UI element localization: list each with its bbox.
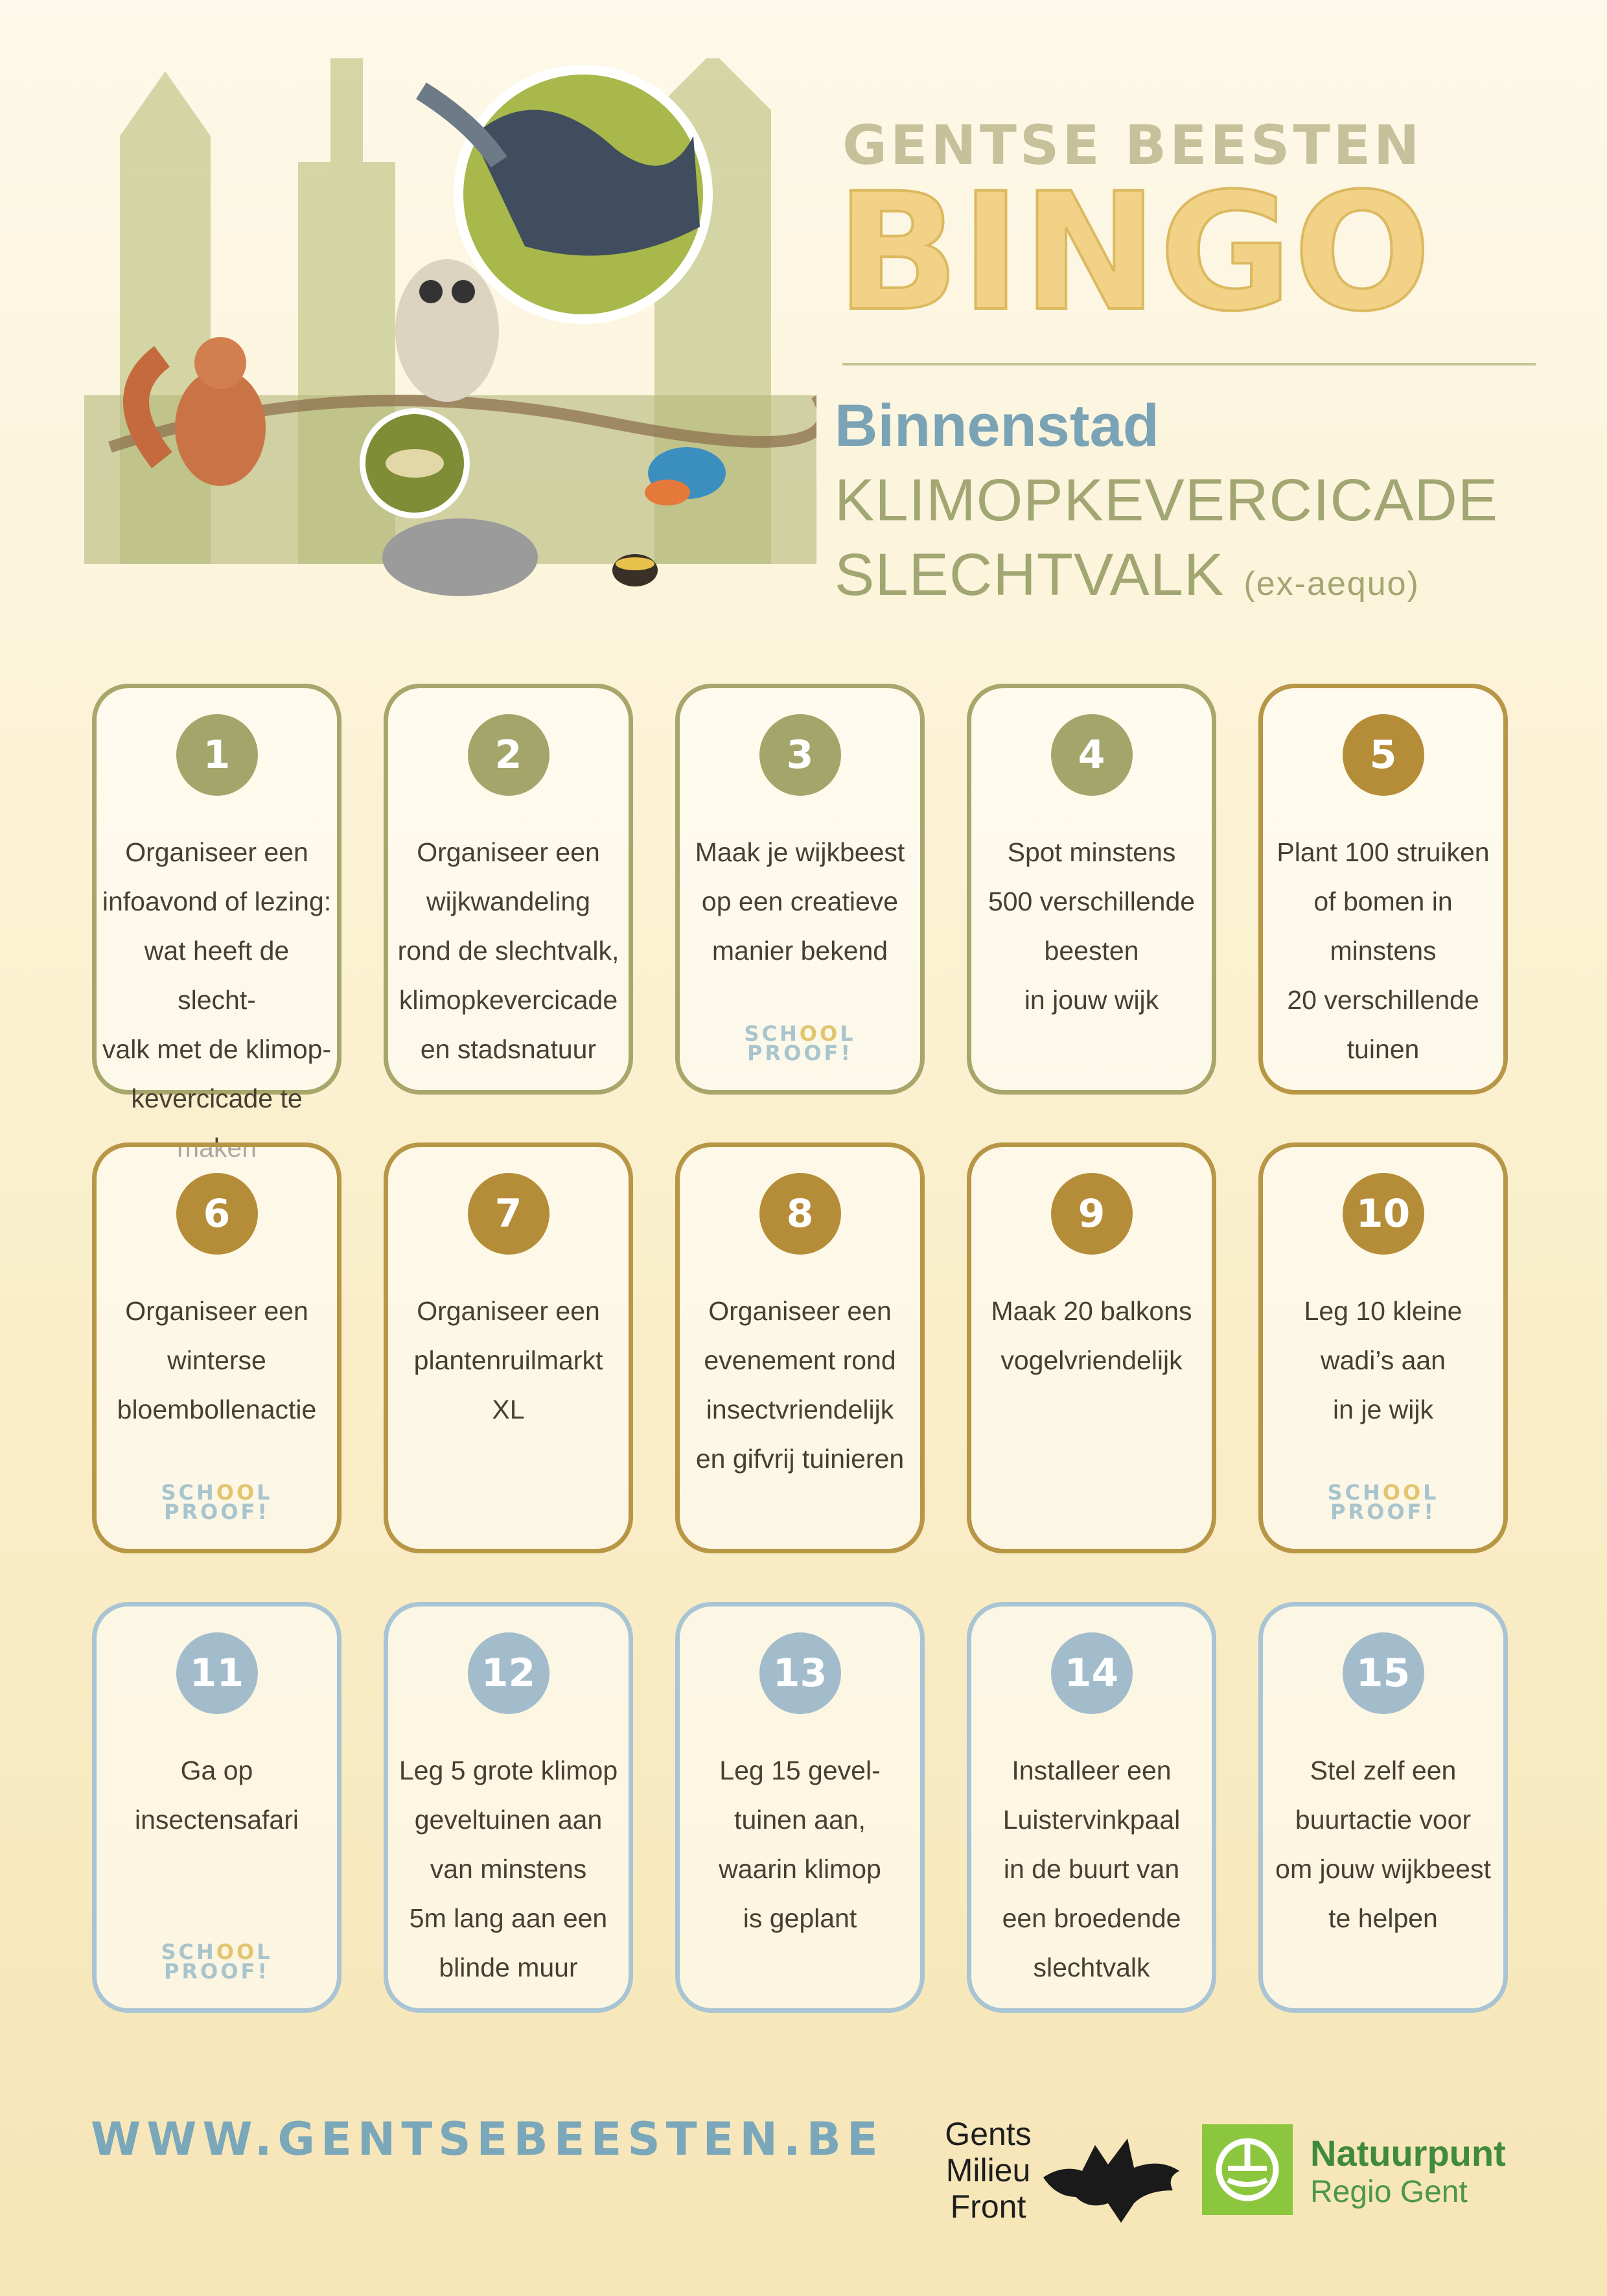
- card-number-badge: 13: [759, 1632, 841, 1714]
- badge-part: L: [1423, 1480, 1439, 1505]
- header-divider: [842, 363, 1536, 365]
- card-number-badge: 14: [1051, 1632, 1133, 1714]
- card-number-badge: 8: [759, 1173, 841, 1255]
- badge-part: SC: [161, 1940, 196, 1964]
- badge-part-highlight: OO: [799, 1021, 840, 1046]
- badge-part: H: [196, 1940, 216, 1964]
- card-text: Organiseer een infoavond of lezing: wat heeft de slecht- valk met de klimop- kevercicade te: [102, 837, 332, 1113]
- winner-note: (ex-aequo): [1243, 565, 1420, 603]
- school-proof-badge: [97, 1940, 337, 1984]
- cicada-circle: [360, 408, 470, 518]
- card-text: Organiseer een plantenruilmarkt XL: [413, 1296, 603, 1424]
- bingo-card-8: [675, 1142, 925, 1553]
- bingo-card-12: [384, 1602, 633, 2013]
- card-number-badge: 2: [468, 714, 549, 796]
- bingo-card-1: [92, 684, 341, 1113]
- card-number-badge: 1: [176, 714, 258, 796]
- brand-title-top: GENTSE BEESTEN: [842, 113, 1423, 177]
- card-text: Ga op insectensafari: [135, 1756, 299, 1835]
- school-proof-line-2: PROOF!: [164, 1959, 270, 1984]
- card-text: Plant 100 struiken of bomen in minstens 20 verschillende tuinen: [1277, 837, 1490, 1064]
- badge-part-highlight: OO: [1382, 1480, 1424, 1505]
- owl-illustration: [395, 259, 499, 402]
- bee-illustration: [612, 554, 658, 586]
- card-number-badge: 3: [759, 714, 841, 796]
- animals-illustration: [84, 58, 816, 629]
- brand-title-bingo: BINGO: [836, 158, 1433, 347]
- card-text: Spot minstens 500 verschillende beesten in jouw wijk: [988, 837, 1196, 1015]
- card-number-badge: 6: [176, 1173, 258, 1255]
- card-text: Leg 15 gevel- tuinen aan, waarin klimop is geplant: [719, 1756, 881, 1933]
- badge-part: H: [196, 1480, 216, 1505]
- school-proof-line-2: PROOF!: [164, 1500, 270, 1524]
- bingo-card-15: [1258, 1602, 1508, 2013]
- card-text: Stel zelf een buurtactie voor om jouw wijkbeest te helpen: [1275, 1756, 1491, 1933]
- bingo-card-5: [1258, 684, 1508, 1095]
- bingo-card-3: [675, 684, 925, 1095]
- school-proof-line-2: PROOF!: [747, 1041, 853, 1065]
- card-number-badge: 10: [1343, 1173, 1424, 1255]
- card-number-badge: 7: [468, 1173, 549, 1255]
- bingo-card-13: [675, 1602, 925, 2013]
- card-number-badge: 11: [176, 1632, 258, 1714]
- school-proof-line-2: PROOF!: [1330, 1500, 1436, 1524]
- card-text: Organiseer een evenement rond insectvriendelijk en gifvrij tuinieren: [695, 1296, 905, 1474]
- badge-part-highlight: OO: [216, 1480, 257, 1505]
- bingo-card-11: [92, 1602, 341, 2013]
- card-number-badge: 4: [1051, 714, 1133, 796]
- bingo-card-10: [1258, 1142, 1508, 1553]
- badge-part-highlight: OO: [216, 1940, 257, 1964]
- badge-part: L: [257, 1480, 273, 1505]
- bingo-card-4: [967, 684, 1216, 1095]
- badge-part: H: [779, 1021, 800, 1046]
- card-number-badge: 12: [468, 1632, 549, 1714]
- card-text: Leg 10 kleine wadi’s aan in je wijk: [1304, 1296, 1462, 1424]
- winner-animal-2: [835, 541, 1420, 609]
- winner-animal-1: KLIMOPKEVERCICADE: [835, 467, 1499, 533]
- card-number-badge: 5: [1343, 714, 1424, 796]
- badge-part: SC: [744, 1021, 780, 1046]
- bingo-card-9: [967, 1142, 1216, 1553]
- badge-part: H: [1362, 1480, 1383, 1505]
- card-text: Maak je wijkbeest op een creatieve manier bekend: [695, 837, 905, 966]
- website-link[interactable]: WWW.GENTSEBEESTEN.BE: [91, 2113, 884, 2166]
- school-proof-badge: [1263, 1480, 1503, 1524]
- card-text: Organiseer een winterse bloembollenactie: [117, 1296, 317, 1424]
- gents-milieu-front-text: Gents Milieu Front: [945, 2116, 1032, 2225]
- bingo-card-14: [967, 1602, 1216, 2013]
- school-proof-badge: [97, 1480, 337, 1524]
- card-number-badge: 9: [1051, 1173, 1133, 1255]
- badge-part: L: [257, 1940, 273, 1964]
- natuurpunt-logo-icon: [1202, 2124, 1293, 2215]
- bingo-card-6: [92, 1142, 341, 1553]
- district-name: Binnenstad: [835, 393, 1159, 459]
- badge-part: SC: [1327, 1480, 1363, 1505]
- hedgehog-illustration: [382, 518, 538, 596]
- badge-part: SC: [161, 1480, 196, 1505]
- card-text: Maak 20 balkons vogelvriendelijk: [991, 1296, 1192, 1375]
- natuurpunt-region: Regio Gent: [1310, 2175, 1468, 2209]
- natuurpunt-name: Natuurpunt: [1310, 2133, 1506, 2174]
- bingo-card-2: [384, 684, 633, 1095]
- winner-animal-2-name: SLECHTVALK: [835, 542, 1225, 608]
- card-text: Organiseer een wijkwandeling rond de slechtvalk, klimopkevercicade en stadsnatuur: [397, 837, 619, 1064]
- card-text: Installeer een Luistervinkpaal in de buurt van een broedende slechtvalk: [1002, 1756, 1181, 1982]
- dragon-logo-icon: [1037, 2126, 1186, 2229]
- bingo-card-7: [384, 1142, 633, 1553]
- badge-part: L: [840, 1021, 856, 1046]
- school-proof-badge: [680, 1021, 920, 1065]
- card-text: Leg 5 grote klimop geveltuinen aan van minstens 5m lang aan een blinde muur: [399, 1756, 618, 1982]
- card-number-badge: 15: [1343, 1632, 1424, 1714]
